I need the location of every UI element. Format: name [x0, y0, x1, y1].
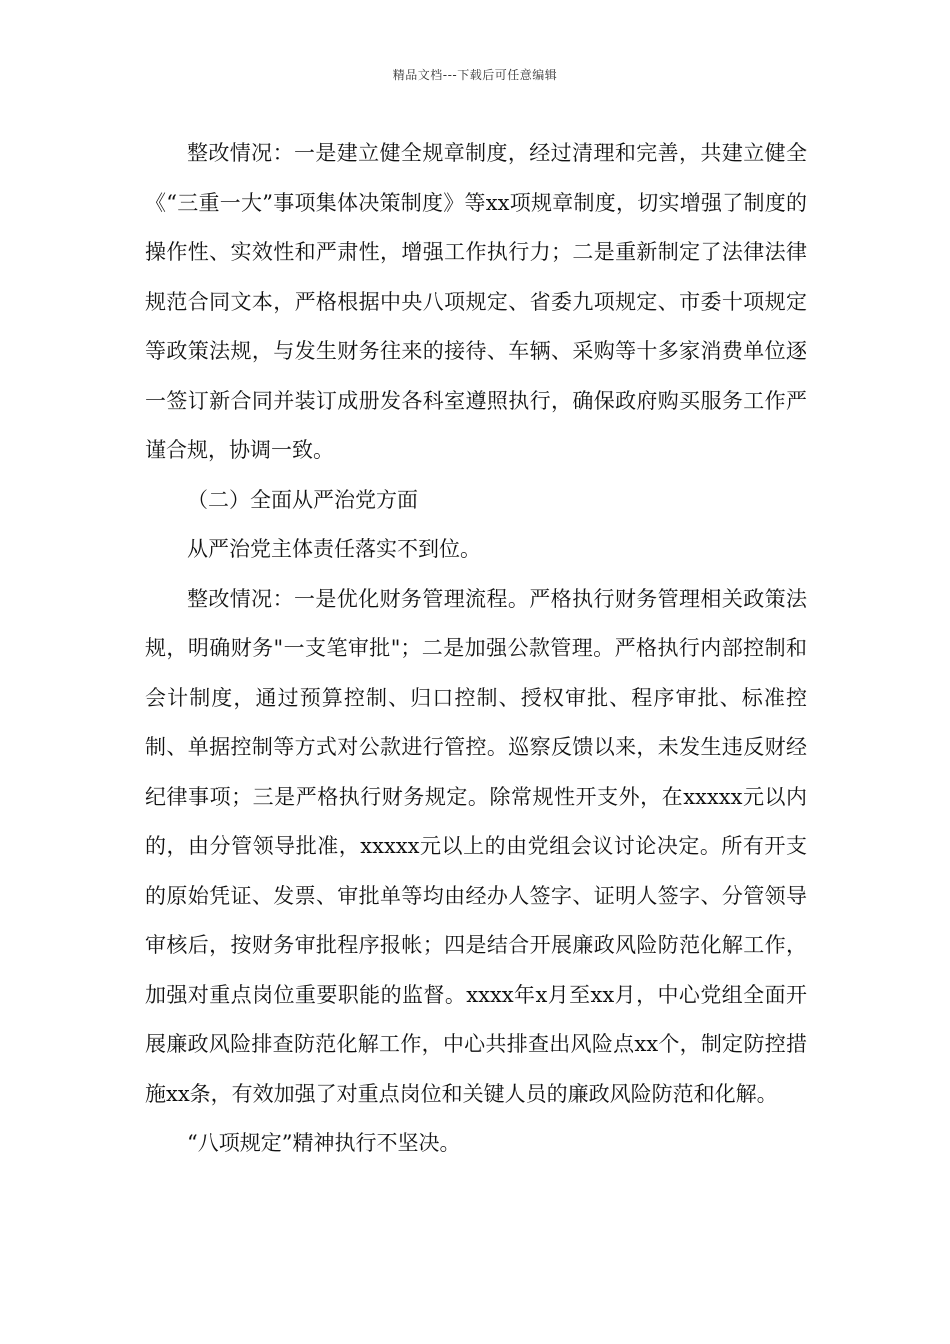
paragraph-issue-responsibility: 从严治党主体责任落实不到位。 — [187, 537, 481, 561]
document-body — [145, 129, 807, 1169]
section-heading-party-governance: （二）全面从严治党方面 — [187, 487, 418, 512]
paragraph-issue-eight-rules: “八项规定”精神执行不坚决。 — [187, 1131, 461, 1155]
paragraph-rectification-rules: 整改情况：一是建立健全规章制度，经过清理和完善，共建立健全《“三重一大”事项集体决策制度》等xx项规章制度，切实增强了制度的操作性、实效性和严肃性，增强工作执行力；二是重新制定了法律法律规范合同文本，严格根据中央八项规定、省委九项规定、市委十项规定等政策法规，与发生财务往来的接待、车辆、采购等十多家消费单位逐一签订新合同并装订成册发各科室遵照执行，确保政府购买服务工作严谨合规，协调一致。 — [145, 141, 807, 462]
page-header: 精品文档---下载后可任意编辑 — [392, 68, 558, 82]
paragraph-rectification-finance: 整改情况：一是优化财务管理流程。严格执行财务管理相关政策法规，明确财务"一支笔审批"；二是加强公款管理。严格执行内部控制和会计制度，通过预算控制、归口控制、授权审批、程序审批、标准控制、单据控制等方式对公款进行管控。巡察反馈以来，未发生违反财经纪律事项；三是严格执行财务规定。除常规性开支外，在xxxxx元以内的，由分管领导批准，xxxxx元以上的由党组会议讨论决定。所有开支的原始凭证、发票、审批单等均由经办人签字、证明人签字、分管领导审核后，按财务审批程序报帐；四是结合开展廉政风险防范化解工作，加强对重点岗位重要职能的监督。xxxx年x月至xx月，中心党组全面开展廉政风险排查防范化解工作，中心共排查出风险点xx个，制定防控措施xx条，有效加强了对重点岗位和关键人员的廉政风险防范和化解。 — [145, 586, 807, 1106]
